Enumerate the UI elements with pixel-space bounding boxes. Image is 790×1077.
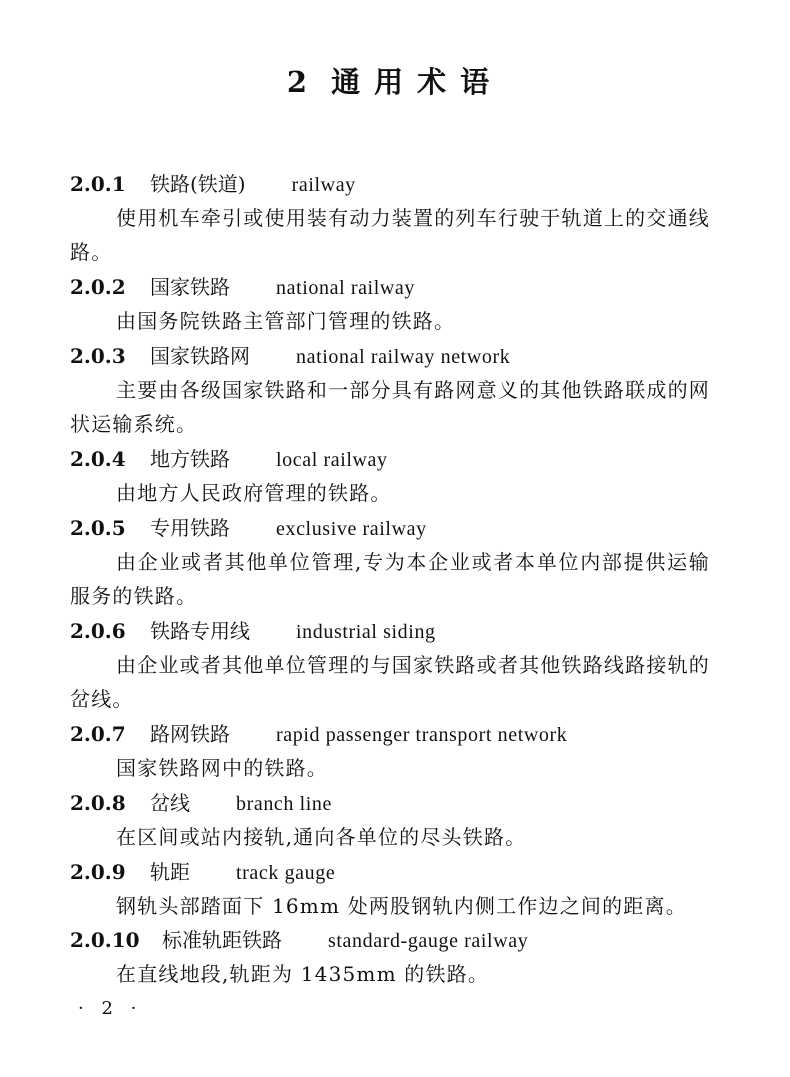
term-chinese: 地方铁路 <box>150 447 230 471</box>
term-number: 2.0.8 <box>70 791 126 815</box>
term-heading <box>70 614 436 648</box>
term-definition: 主要由各级国家铁路和一部分具有路网意义的其他铁路联成的网状运输系统。 <box>70 378 710 436</box>
term-number: 2.0.4 <box>70 447 126 471</box>
term-heading <box>70 167 356 201</box>
term-english: track gauge <box>236 862 336 884</box>
term-heading <box>70 923 528 957</box>
term-english: national railway <box>276 277 415 299</box>
term-english: branch line <box>236 793 333 815</box>
term-number: 2.0.5 <box>70 516 126 540</box>
term-heading <box>70 717 567 751</box>
chapter-number: 2 <box>286 65 322 99</box>
term-definition: 使用机车牵引或使用装有动力装置的列车行驶于轨道上的交通线路。 <box>70 206 710 264</box>
term-english: industrial siding <box>296 621 436 643</box>
term-english: local railway <box>276 449 388 471</box>
term-definition: 国家铁路网中的铁路。 <box>116 756 328 780</box>
term-chinese: 国家铁路网 <box>150 344 250 368</box>
page-number: · 2 · <box>78 998 143 1019</box>
term-definition: 在直线地段,轨距为 1435mm 的铁路。 <box>116 962 490 986</box>
term-definition: 由企业或者其他单位管理,专为本企业或者本单位内部提供运输服务的铁路。 <box>70 550 710 608</box>
term-chinese: 专用铁路 <box>150 516 230 540</box>
chapter-title-text: 通用术语 <box>331 65 504 99</box>
term-number: 2.0.9 <box>70 860 126 884</box>
term-definition: 在区间或站内接轨,通向各单位的尽头铁路。 <box>116 825 527 849</box>
term-chinese: 国家铁路 <box>150 275 230 299</box>
term-english: rapid passenger transport network <box>276 724 568 746</box>
term-number: 2.0.3 <box>70 344 126 368</box>
term-heading <box>70 786 332 820</box>
chapter-title <box>0 62 790 102</box>
term-number: 2.0.2 <box>70 275 126 299</box>
term-chinese: 铁路(铁道) <box>150 172 246 196</box>
term-chinese: 路网铁路 <box>150 722 230 746</box>
term-chinese: 标准轨距铁路 <box>162 928 282 952</box>
term-chinese: 铁路专用线 <box>150 619 250 643</box>
term-english: exclusive railway <box>276 518 427 540</box>
term-heading <box>70 855 335 889</box>
term-heading <box>70 442 388 476</box>
term-definition: 钢轨头部踏面下 16mm 处两股钢轨内侧工作边之间的距离。 <box>116 894 687 918</box>
term-definition: 由企业或者其他单位管理的与国家铁路或者其他铁路线路接轨的岔线。 <box>70 653 710 711</box>
term-heading <box>70 270 415 304</box>
term-chinese: 轨距 <box>150 860 190 884</box>
term-definition: 由国务院铁路主管部门管理的铁路。 <box>116 309 456 333</box>
term-definition: 由地方人民政府管理的铁路。 <box>116 481 392 505</box>
term-heading <box>70 339 510 373</box>
term-number: 2.0.6 <box>70 619 126 643</box>
term-number: 2.0.7 <box>70 722 126 746</box>
term-heading <box>70 511 427 545</box>
term-number: 2.0.1 <box>70 172 126 196</box>
term-english: standard-gauge railway <box>328 930 529 952</box>
term-number: 2.0.10 <box>70 928 140 952</box>
term-chinese: 岔线 <box>150 791 190 815</box>
term-english: national railway network <box>296 346 511 368</box>
term-english: railway <box>291 174 356 196</box>
